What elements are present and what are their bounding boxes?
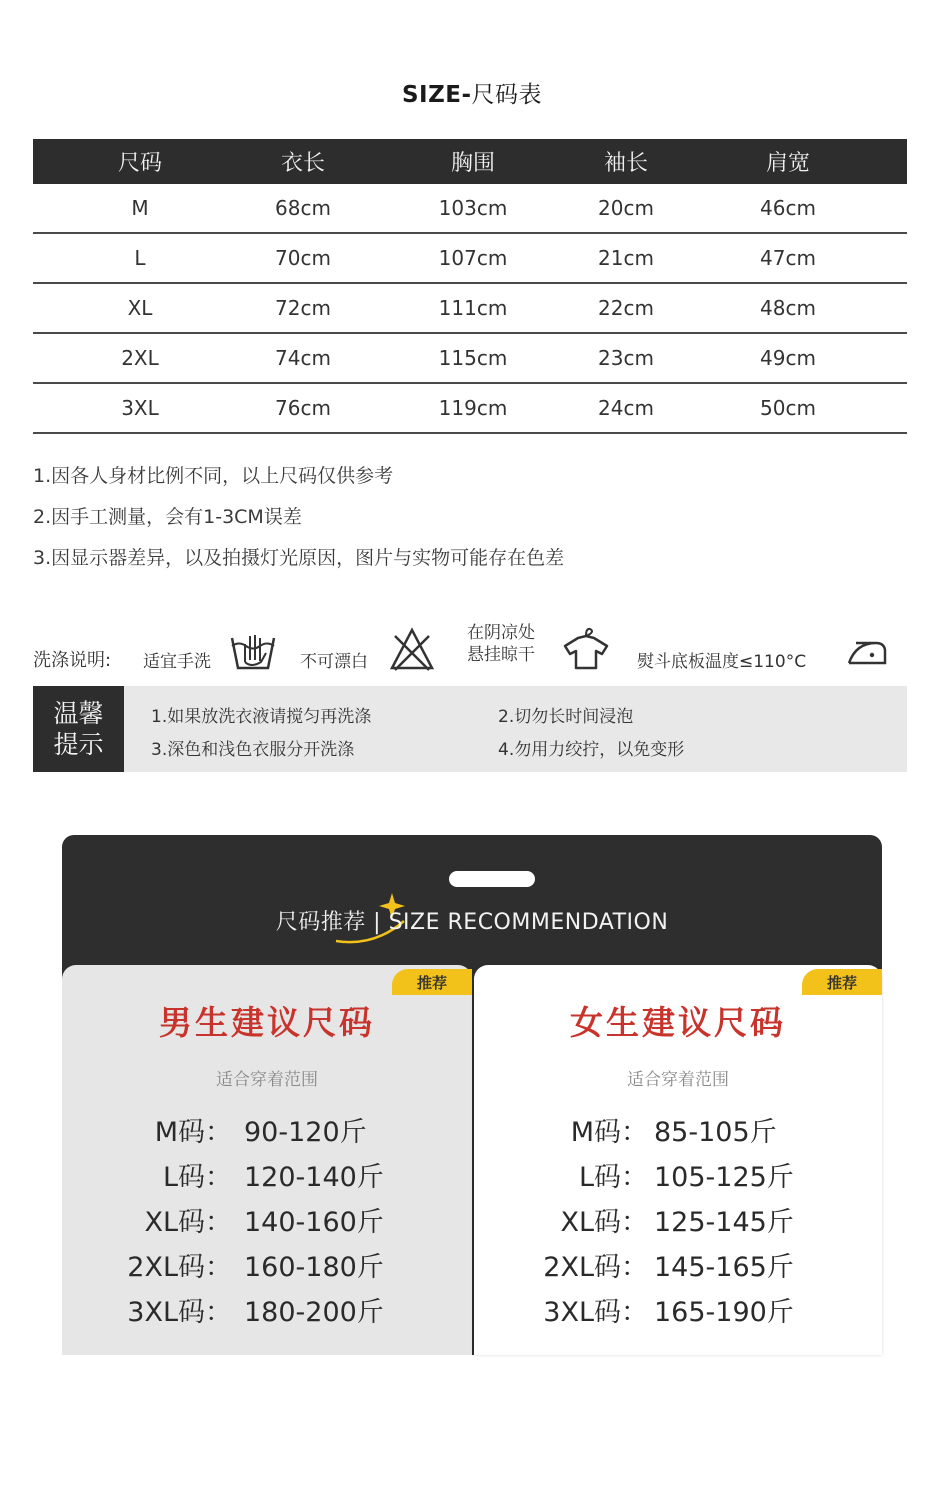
table-cell: 2XL — [121, 346, 159, 370]
header-sleeve: 袖长 — [603, 151, 648, 176]
table-cell: 46cm — [760, 196, 816, 220]
hang-dry-text — [467, 622, 535, 666]
list-item — [62, 1200, 472, 1244]
table-cell: 23cm — [598, 346, 654, 370]
men-panel-subtitle: 适合穿着范围 — [216, 1070, 318, 1090]
header-chest: 胸围 — [450, 151, 495, 176]
table-cell: 72cm — [275, 296, 331, 320]
iron-text: 熨斗底板温度≤110°C — [637, 652, 807, 672]
tips-box — [33, 686, 907, 772]
size-key: M码： — [154, 1117, 232, 1148]
table-cell: 49cm — [760, 346, 816, 370]
men-panel-title: 男生建议尺码 — [159, 1003, 375, 1042]
weight-range: 125-145斤 — [654, 1207, 794, 1238]
list-item — [62, 1155, 472, 1199]
page-title-rest: 尺码表 — [471, 82, 543, 108]
size-key: XL码： — [144, 1207, 232, 1238]
table-cell: M — [131, 196, 149, 220]
women-panel-title: 女生建议尺码 — [570, 1003, 786, 1042]
table-cell: L — [134, 246, 146, 270]
table-cell: 76cm — [275, 396, 331, 420]
tip-item: 4.勿用力绞拧，以免变形 — [498, 740, 685, 760]
page-title-bold: SIZE- — [401, 82, 472, 108]
page-title — [0, 76, 944, 109]
table-cell: 21cm — [598, 246, 654, 270]
table-cell: 115cm — [438, 346, 508, 370]
size-key: L码： — [162, 1162, 232, 1193]
weight-range: 160-180斤 — [244, 1252, 384, 1283]
table-cell: 20cm — [598, 196, 654, 220]
hang-dry-line-1: 在阴凉处 — [467, 623, 535, 643]
weight-range: 105-125斤 — [654, 1162, 794, 1193]
table-cell: 103cm — [438, 196, 508, 220]
table-row — [33, 184, 907, 234]
no-bleach-icon — [389, 626, 435, 672]
list-item — [62, 1245, 472, 1289]
table-cell: 3XL — [121, 396, 159, 420]
women-panel-subtitle: 适合穿着范围 — [627, 1070, 729, 1090]
list-item — [62, 1110, 472, 1154]
table-cell: 107cm — [438, 246, 508, 270]
wash-instructions — [33, 620, 907, 680]
size-key: M码： — [570, 1117, 648, 1148]
note-item: 1.因各人身材比例不同，以上尺码仅供参考 — [33, 465, 394, 487]
table-cell: XL — [127, 296, 153, 320]
recommended-badge: 推荐 — [392, 969, 472, 995]
table-row — [33, 334, 907, 384]
header-length: 衣长 — [280, 151, 325, 176]
note-item: 3.因显示器差异，以及拍摄灯光原因，图片与实物可能存在色差 — [33, 547, 565, 569]
table-cell: 24cm — [598, 396, 654, 420]
men-size-panel — [62, 965, 472, 1355]
list-item — [474, 1245, 882, 1289]
weight-range: 140-160斤 — [244, 1207, 384, 1238]
women-size-panel — [474, 965, 882, 1355]
table-cell: 50cm — [760, 396, 816, 420]
hand-wash-text: 适宜手洗 — [143, 652, 211, 672]
header-size: 尺码 — [117, 151, 162, 176]
table-cell: 74cm — [275, 346, 331, 370]
table-cell: 70cm — [275, 246, 331, 270]
card-hanger-slot — [449, 871, 535, 887]
table-cell: 68cm — [275, 196, 331, 220]
table-row — [33, 384, 907, 434]
table-row — [33, 284, 907, 334]
list-item — [474, 1110, 882, 1154]
tip-item: 2.切勿长时间浸泡 — [498, 707, 634, 727]
hand-wash-icon — [229, 628, 277, 672]
size-recommendation-card — [62, 835, 882, 1355]
size-key: XL码： — [560, 1207, 648, 1238]
size-key: 3XL码： — [127, 1297, 232, 1328]
weight-range: 90-120斤 — [244, 1117, 367, 1148]
table-cell: 48cm — [760, 296, 816, 320]
size-key: L码： — [578, 1162, 648, 1193]
recommendation-title: 尺码推荐 | SIZE RECOMMENDATION — [275, 910, 669, 935]
weight-range: 120-140斤 — [244, 1162, 384, 1193]
tip-item: 3.深色和浅色衣服分开洗涤 — [151, 740, 355, 760]
size-table-header — [33, 139, 907, 184]
size-key: 3XL码： — [543, 1297, 648, 1328]
size-table — [33, 139, 907, 434]
iron-icon — [846, 638, 888, 666]
note-item: 2.因手工测量，会有1-3CM误差 — [33, 506, 302, 528]
list-item — [62, 1290, 472, 1334]
weight-range: 145-165斤 — [654, 1252, 794, 1283]
table-cell: 111cm — [438, 296, 508, 320]
list-item — [474, 1290, 882, 1334]
no-bleach-text: 不可漂白 — [300, 652, 368, 672]
hang-dry-icon — [562, 624, 610, 670]
tips-heading-line-1: 温馨 — [53, 699, 104, 728]
hang-dry-line-2: 悬挂晾干 — [467, 645, 535, 665]
tips-heading-line-2: 提示 — [53, 730, 104, 759]
table-cell: 22cm — [598, 296, 654, 320]
notes — [33, 460, 564, 583]
size-key: 2XL码： — [543, 1252, 648, 1283]
list-item — [474, 1200, 882, 1244]
weight-range: 85-105斤 — [654, 1117, 777, 1148]
tips-heading — [33, 686, 124, 772]
table-row — [33, 234, 907, 284]
size-key: 2XL码： — [127, 1252, 232, 1283]
list-item — [474, 1155, 882, 1199]
header-shoulder: 肩宽 — [765, 151, 810, 176]
weight-range: 180-200斤 — [244, 1297, 384, 1328]
weight-range: 165-190斤 — [654, 1297, 794, 1328]
wash-label: 洗涤说明: — [33, 650, 112, 671]
table-cell: 119cm — [438, 396, 508, 420]
tip-item: 1.如果放洗衣液请搅匀再洗涤 — [151, 707, 372, 727]
table-cell: 47cm — [760, 246, 816, 270]
recommended-badge: 推荐 — [802, 969, 882, 995]
